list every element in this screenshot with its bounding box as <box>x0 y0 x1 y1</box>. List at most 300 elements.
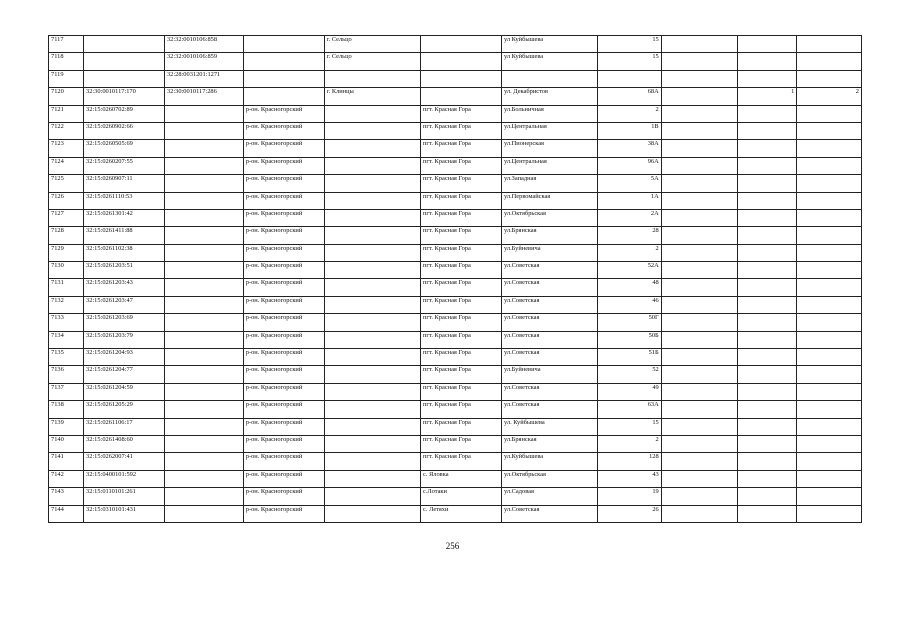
street-cell: ул.Больничная <box>501 105 597 122</box>
row-number-cell: 7140 <box>49 435 84 452</box>
settlement-cell: с. Летяхи <box>421 505 502 522</box>
value-1-cell <box>738 401 797 418</box>
value-2-cell <box>797 505 862 522</box>
cadastral-number-2-cell: 32:28:0031201:1271 <box>164 70 243 87</box>
row-number-cell: 7118 <box>49 53 84 70</box>
street-cell: ул.Куйбышева <box>501 453 597 470</box>
table-row <box>49 36 862 53</box>
value-1-cell <box>738 470 797 487</box>
cadastral-number-cell: 32:15:0261204:93 <box>84 349 165 366</box>
value-1-cell <box>738 209 797 226</box>
table-row <box>49 418 862 435</box>
cadastral-number-cell: 32:15:0261203:69 <box>84 314 165 331</box>
cadastral-number-cell: 32:15:0261203:79 <box>84 331 165 348</box>
value-1-cell <box>738 383 797 400</box>
row-number-cell: 7120 <box>49 88 84 105</box>
city-cell <box>324 331 420 348</box>
cadastral-number-2-cell <box>164 505 243 522</box>
extra-cell <box>661 209 738 226</box>
row-number-cell: 7119 <box>49 70 84 87</box>
table-row <box>49 140 862 157</box>
extra-cell <box>661 435 738 452</box>
house-number-cell: 50Г <box>598 314 661 331</box>
street-cell: ул. Декабристов <box>501 88 597 105</box>
table-row <box>49 262 862 279</box>
city-cell <box>324 505 420 522</box>
extra-cell <box>661 505 738 522</box>
cadastral-number-cell: 32:15:0261203:51 <box>84 262 165 279</box>
city-cell <box>324 470 420 487</box>
street-cell: ул.Буйневича <box>501 244 597 261</box>
value-1-cell <box>738 36 797 53</box>
value-2-cell <box>797 192 862 209</box>
value-1-cell <box>738 296 797 313</box>
cadastral-number-cell <box>84 53 165 70</box>
row-number-cell: 7117 <box>49 36 84 53</box>
city-cell <box>324 349 420 366</box>
street-cell: ул.Советская <box>501 331 597 348</box>
cadastral-number-cell: 32:15:0261204:77 <box>84 366 165 383</box>
settlement-cell <box>421 88 502 105</box>
settlement-cell: пгт. Красная Гора <box>421 244 502 261</box>
cadastral-number-2-cell <box>164 331 243 348</box>
extra-cell <box>661 36 738 53</box>
district-cell: р-он. Красногорский <box>243 262 324 279</box>
settlement-cell: пгт. Красная Гора <box>421 227 502 244</box>
house-number-cell: 63А <box>598 401 661 418</box>
cadastral-number-cell: 32:15:0260702:89 <box>84 105 165 122</box>
cadastral-number-2-cell <box>164 314 243 331</box>
cadastral-number-2-cell: 32:32:0010106:859 <box>164 53 243 70</box>
table-row <box>49 70 862 87</box>
district-cell: р-он. Красногорский <box>243 366 324 383</box>
table-row <box>49 175 862 192</box>
settlement-cell: пгт. Красная Гора <box>421 279 502 296</box>
table-row <box>49 105 862 122</box>
city-cell <box>324 262 420 279</box>
value-2-cell <box>797 53 862 70</box>
street-cell: ул.Первомайская <box>501 192 597 209</box>
table-row <box>49 331 862 348</box>
table-row <box>49 383 862 400</box>
extra-cell <box>661 453 738 470</box>
city-cell <box>324 435 420 452</box>
extra-cell <box>661 401 738 418</box>
cadastral-number-cell: 32:15:0262007:41 <box>84 453 165 470</box>
district-cell <box>243 53 324 70</box>
house-number-cell: 15 <box>598 36 661 53</box>
district-cell: р-он. Красногорский <box>243 175 324 192</box>
street-cell: ул.Центральная <box>501 122 597 139</box>
cadastral-number-2-cell <box>164 244 243 261</box>
district-cell: р-он. Красногорский <box>243 296 324 313</box>
extra-cell <box>661 88 738 105</box>
district-cell: р-он. Красногорский <box>243 331 324 348</box>
row-number-cell: 7135 <box>49 349 84 366</box>
street-cell: ул.Пионерская <box>501 140 597 157</box>
row-number-cell: 7138 <box>49 401 84 418</box>
value-1-cell <box>738 53 797 70</box>
value-2-cell <box>797 70 862 87</box>
registry-table <box>48 35 862 523</box>
cadastral-number-cell: 32:15:0261110:53 <box>84 192 165 209</box>
value-1-cell <box>738 453 797 470</box>
row-number-cell: 7122 <box>49 122 84 139</box>
value-1-cell <box>738 157 797 174</box>
cadastral-number-2-cell <box>164 488 243 505</box>
settlement-cell: пгт. Красная Гора <box>421 157 502 174</box>
house-number-cell: 2 <box>598 244 661 261</box>
value-2-cell <box>797 209 862 226</box>
house-number-cell <box>598 70 661 87</box>
value-1-cell <box>738 140 797 157</box>
settlement-cell <box>421 36 502 53</box>
value-1-cell <box>738 349 797 366</box>
street-cell: ул.Брянская <box>501 227 597 244</box>
value-1-cell <box>738 418 797 435</box>
extra-cell <box>661 349 738 366</box>
value-2-cell <box>797 279 862 296</box>
cadastral-number-2-cell: 32:30:0010117:286 <box>164 88 243 105</box>
row-number-cell: 7143 <box>49 488 84 505</box>
table-row <box>49 209 862 226</box>
cadastral-number-cell: 32:15:0310101:431 <box>84 505 165 522</box>
street-cell: ул.Октябрьская <box>501 470 597 487</box>
row-number-cell: 7121 <box>49 105 84 122</box>
cadastral-number-2-cell <box>164 296 243 313</box>
extra-cell <box>661 470 738 487</box>
city-cell: г. Клинцы <box>324 88 420 105</box>
settlement-cell: пгт. Красная Гора <box>421 383 502 400</box>
table-row <box>49 157 862 174</box>
cadastral-number-cell: 32:15:0261205:29 <box>84 401 165 418</box>
settlement-cell: пгт. Красная Гора <box>421 175 502 192</box>
value-1-cell <box>738 227 797 244</box>
row-number-cell: 7123 <box>49 140 84 157</box>
house-number-cell: 2 <box>598 105 661 122</box>
value-2-cell <box>797 453 862 470</box>
city-cell <box>324 157 420 174</box>
value-2-cell <box>797 157 862 174</box>
street-cell: ул.Советская <box>501 349 597 366</box>
value-1-cell <box>738 122 797 139</box>
settlement-cell: пгт. Красная Гора <box>421 401 502 418</box>
table-row <box>49 470 862 487</box>
table-row <box>49 279 862 296</box>
district-cell: р-он. Красногорский <box>243 227 324 244</box>
settlement-cell: пгт. Красная Гора <box>421 262 502 279</box>
value-2-cell <box>797 262 862 279</box>
district-cell: р-он. Красногорский <box>243 418 324 435</box>
street-cell: ул Куйбышева <box>501 53 597 70</box>
extra-cell <box>661 192 738 209</box>
cadastral-number-2-cell <box>164 262 243 279</box>
district-cell: р-он. Красногорский <box>243 505 324 522</box>
street-cell: ул.Буйневича <box>501 366 597 383</box>
cadastral-number-cell: 32:15:0110101:261 <box>84 488 165 505</box>
district-cell: р-он. Красногорский <box>243 244 324 261</box>
extra-cell <box>661 157 738 174</box>
city-cell <box>324 488 420 505</box>
city-cell: г. Сельцо <box>324 53 420 70</box>
city-cell <box>324 314 420 331</box>
city-cell <box>324 227 420 244</box>
city-cell <box>324 192 420 209</box>
house-number-cell: 52А <box>598 262 661 279</box>
value-2-cell <box>797 418 862 435</box>
value-1-cell <box>738 314 797 331</box>
district-cell: р-он. Красногорский <box>243 314 324 331</box>
cadastral-number-2-cell <box>164 470 243 487</box>
street-cell: ул.Западная <box>501 175 597 192</box>
house-number-cell: 51Б <box>598 349 661 366</box>
district-cell: р-он. Красногорский <box>243 488 324 505</box>
street-cell: ул.Садовая <box>501 488 597 505</box>
row-number-cell: 7132 <box>49 296 84 313</box>
district-cell: р-он. Красногорский <box>243 140 324 157</box>
value-2-cell <box>797 122 862 139</box>
district-cell: р-он. Красногорский <box>243 105 324 122</box>
house-number-cell: 46 <box>598 296 661 313</box>
city-cell <box>324 383 420 400</box>
street-cell: ул.Брянская <box>501 435 597 452</box>
house-number-cell: 52 <box>598 366 661 383</box>
table-row <box>49 227 862 244</box>
cadastral-number-2-cell <box>164 105 243 122</box>
city-cell <box>324 279 420 296</box>
row-number-cell: 7125 <box>49 175 84 192</box>
table-row <box>49 53 862 70</box>
cadastral-number-cell: 32:15:0261408:60 <box>84 435 165 452</box>
table-row <box>49 488 862 505</box>
cadastral-number-cell: 32:15:0260902:66 <box>84 122 165 139</box>
value-2-cell <box>797 366 862 383</box>
settlement-cell <box>421 70 502 87</box>
house-number-cell: 1А <box>598 192 661 209</box>
settlement-cell: пгт. Красная Гора <box>421 122 502 139</box>
settlement-cell: пгт. Красная Гора <box>421 435 502 452</box>
city-cell <box>324 140 420 157</box>
registry-body <box>49 36 862 523</box>
value-2-cell <box>797 331 862 348</box>
value-1-cell <box>738 105 797 122</box>
settlement-cell: пгт. Красная Гора <box>421 366 502 383</box>
settlement-cell: пгт. Красная Гора <box>421 331 502 348</box>
extra-cell <box>661 244 738 261</box>
extra-cell <box>661 175 738 192</box>
cadastral-number-cell <box>84 70 165 87</box>
city-cell <box>324 105 420 122</box>
street-cell: ул. Куйбышева <box>501 418 597 435</box>
cadastral-number-2-cell <box>164 383 243 400</box>
extra-cell <box>661 314 738 331</box>
house-number-cell: 19 <box>598 488 661 505</box>
value-1-cell <box>738 505 797 522</box>
cadastral-number-2-cell <box>164 435 243 452</box>
street-cell: ул.Октябрьская <box>501 209 597 226</box>
value-2-cell <box>797 175 862 192</box>
cadastral-number-2-cell <box>164 175 243 192</box>
cadastral-number-2-cell <box>164 157 243 174</box>
cadastral-number-cell: 32:15:0261204:59 <box>84 383 165 400</box>
city-cell <box>324 209 420 226</box>
house-number-cell: 5А <box>598 175 661 192</box>
table-row <box>49 88 862 105</box>
settlement-cell: пгт. Красная Гора <box>421 296 502 313</box>
extra-cell <box>661 383 738 400</box>
value-1-cell <box>738 366 797 383</box>
table-row <box>49 366 862 383</box>
table-row <box>49 401 862 418</box>
settlement-cell: с. Яловка <box>421 470 502 487</box>
extra-cell <box>661 418 738 435</box>
value-1-cell <box>738 279 797 296</box>
house-number-cell: 96А <box>598 157 661 174</box>
value-1-cell <box>738 244 797 261</box>
district-cell: р-он. Красногорский <box>243 122 324 139</box>
row-number-cell: 7139 <box>49 418 84 435</box>
street-cell <box>501 70 597 87</box>
house-number-cell: 2А <box>598 209 661 226</box>
house-number-cell: 28 <box>598 227 661 244</box>
cadastral-number-cell: 32:15:0261102:38 <box>84 244 165 261</box>
cadastral-number-2-cell <box>164 209 243 226</box>
value-2-cell <box>797 314 862 331</box>
extra-cell <box>661 279 738 296</box>
city-cell <box>324 244 420 261</box>
district-cell: р-он. Красногорский <box>243 383 324 400</box>
value-2-cell <box>797 488 862 505</box>
house-number-cell: 2 <box>598 435 661 452</box>
city-cell <box>324 122 420 139</box>
value-1-cell <box>738 435 797 452</box>
cadastral-number-2-cell: 32:32:0010106:858 <box>164 36 243 53</box>
district-cell <box>243 88 324 105</box>
house-number-cell: 43 <box>598 470 661 487</box>
district-cell: р-он. Красногорский <box>243 209 324 226</box>
table-row <box>49 435 862 452</box>
cadastral-number-2-cell <box>164 279 243 296</box>
value-2-cell <box>797 435 862 452</box>
city-cell: г. Сельцо <box>324 36 420 53</box>
extra-cell <box>661 331 738 348</box>
row-number-cell: 7137 <box>49 383 84 400</box>
row-number-cell: 7126 <box>49 192 84 209</box>
settlement-cell: с.Лотаки <box>421 488 502 505</box>
cadastral-number-cell: 32:15:0260907:11 <box>84 175 165 192</box>
settlement-cell: пгт. Красная Гора <box>421 105 502 122</box>
value-2-cell <box>797 383 862 400</box>
street-cell: ул.Советская <box>501 296 597 313</box>
cadastral-number-cell: 32:15:0400101:592 <box>84 470 165 487</box>
value-1-cell <box>738 70 797 87</box>
row-number-cell: 7142 <box>49 470 84 487</box>
table-row <box>49 505 862 522</box>
row-number-cell: 7141 <box>49 453 84 470</box>
city-cell <box>324 70 420 87</box>
value-2-cell <box>797 227 862 244</box>
street-cell: ул.Советская <box>501 262 597 279</box>
value-2-cell <box>797 244 862 261</box>
table-row <box>49 192 862 209</box>
cadastral-number-cell: 32:30:0010117:170 <box>84 88 165 105</box>
extra-cell <box>661 122 738 139</box>
value-2-cell <box>797 401 862 418</box>
value-1-cell: 1 <box>738 88 797 105</box>
settlement-cell: пгт. Красная Гора <box>421 192 502 209</box>
value-1-cell <box>738 488 797 505</box>
extra-cell <box>661 105 738 122</box>
settlement-cell: пгт. Красная Гора <box>421 418 502 435</box>
extra-cell <box>661 53 738 70</box>
table-row <box>49 122 862 139</box>
house-number-cell: 48 <box>598 279 661 296</box>
row-number-cell: 7127 <box>49 209 84 226</box>
street-cell: ул.Центральная <box>501 157 597 174</box>
value-1-cell <box>738 192 797 209</box>
value-2-cell <box>797 470 862 487</box>
house-number-cell: 26 <box>598 505 661 522</box>
row-number-cell: 7130 <box>49 262 84 279</box>
cadastral-number-cell: 32:15:0261301:42 <box>84 209 165 226</box>
settlement-cell: пгт. Красная Гора <box>421 453 502 470</box>
street-cell: ул.Советская <box>501 314 597 331</box>
house-number-cell: 128 <box>598 453 661 470</box>
row-number-cell: 7129 <box>49 244 84 261</box>
house-number-cell: 1В <box>598 122 661 139</box>
row-number-cell: 7144 <box>49 505 84 522</box>
house-number-cell: 49 <box>598 383 661 400</box>
street-cell: ул.Советская <box>501 383 597 400</box>
house-number-cell: 15 <box>598 418 661 435</box>
cadastral-number-2-cell <box>164 453 243 470</box>
row-number-cell: 7134 <box>49 331 84 348</box>
district-cell: р-он. Красногорский <box>243 157 324 174</box>
street-cell: ул.Советская <box>501 279 597 296</box>
extra-cell <box>661 227 738 244</box>
district-cell: р-он. Красногорский <box>243 435 324 452</box>
table-row <box>49 314 862 331</box>
cadastral-number-cell: 32:15:0261203:43 <box>84 279 165 296</box>
value-2-cell <box>797 105 862 122</box>
city-cell <box>324 401 420 418</box>
cadastral-number-cell <box>84 36 165 53</box>
table-row <box>49 244 862 261</box>
cadastral-number-2-cell <box>164 140 243 157</box>
cadastral-number-2-cell <box>164 366 243 383</box>
table-row <box>49 296 862 313</box>
value-2-cell <box>797 140 862 157</box>
extra-cell <box>661 70 738 87</box>
street-cell: ул.Советская <box>501 505 597 522</box>
settlement-cell: пгт. Красная Гора <box>421 140 502 157</box>
district-cell: р-он. Красногорский <box>243 279 324 296</box>
cadastral-number-cell: 32:15:0261411:88 <box>84 227 165 244</box>
cadastral-number-2-cell <box>164 227 243 244</box>
city-cell <box>324 366 420 383</box>
cadastral-number-cell: 32:15:0260207:55 <box>84 157 165 174</box>
row-number-cell: 7124 <box>49 157 84 174</box>
settlement-cell: пгт. Красная Гора <box>421 349 502 366</box>
street-cell: ул Куйбышева <box>501 36 597 53</box>
cadastral-number-2-cell <box>164 401 243 418</box>
settlement-cell: пгт. Красная Гора <box>421 314 502 331</box>
cadastral-number-2-cell <box>164 349 243 366</box>
district-cell: р-он. Красногорский <box>243 470 324 487</box>
value-2-cell <box>797 36 862 53</box>
city-cell <box>324 453 420 470</box>
extra-cell <box>661 262 738 279</box>
